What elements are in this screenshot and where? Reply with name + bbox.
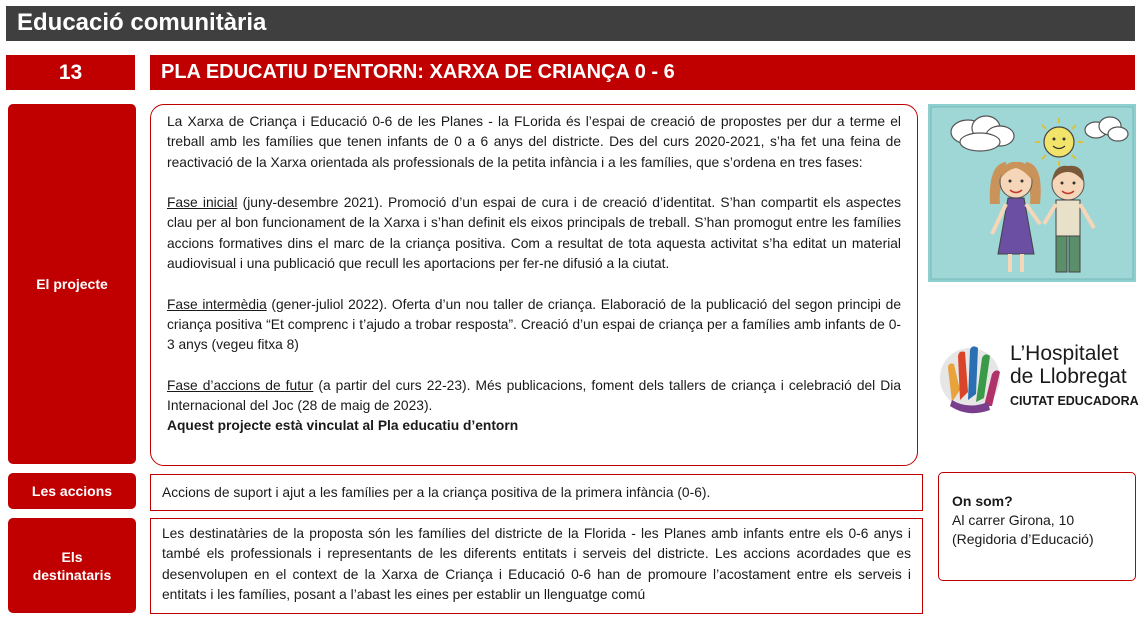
location-title: On som?: [952, 493, 1013, 509]
destinataris-description: [150, 518, 923, 614]
location-box: [938, 472, 1136, 581]
phase-intermediate-title: Fase intermèdia: [167, 296, 267, 312]
project-number: 13: [6, 55, 135, 90]
accions-description: [150, 474, 923, 511]
phase-future-text: (a partir del curs 22-23). Més publicacions, foment dels tallers de criança i celebració del Dia Internacional del Joc (28 de maig de 2023).: [167, 377, 901, 414]
location-office: (Regidoria d’Educació): [952, 531, 1094, 547]
label-els-destinataris: [8, 518, 136, 613]
logo-text-line3: CIUTAT EDUCADORA: [1010, 394, 1139, 408]
logo-text-line2: de Llobregat: [1010, 365, 1127, 388]
phase-intermediate: [167, 295, 901, 356]
phase-future: [167, 376, 901, 417]
phase-intermediate-text: (gener-juliol 2022). Oferta d’un nou taller de criança. Elaboració de la publicació del segon principi de criança positiva “Et comprenc i t’ajudo a trobar resposta”. Creació d’un espai de criança per a famílies amb infants de 0-3 anys (vegeu fitxa 8): [167, 296, 901, 353]
children-illustration: [928, 104, 1136, 282]
accions-text: Accions de suport i ajut a les famílies per a la criança positiva de la primera infància (0-6).: [162, 485, 711, 500]
label-les-accions: [8, 473, 136, 509]
phase-initial-text: (juny-desembre 2021). Promoció d’un espai de cura i de creació d’identitat. S’han compartit els aspectes clau per al bon funcionament de la Xarxa i s’han definit els eixos principals de treball. S’han promogut entre les famílies accions formatives dins el marc de la criança positiva. Com a resultat de tota aquesta activitat s’ha editat un material audiovisual i una publicació que recull les aportacions per fer-ne difusió a la ciutat.: [167, 195, 901, 272]
label-destinataris-line1: Els: [61, 548, 83, 565]
project-link-note: Aquest projecte està vinculat al Pla educatiu d’entorn: [167, 418, 519, 434]
destinataris-text: Les destinatàries de la proposta són les famílies del districte de la Florida - les Planes amb infants entre els 0-6 anys i també els professionals i representants de les diferents entitats i serveis del districte. Les accions acordades que es desenvolupen en el context de la Xarxa de Criança i Educació 0-6 han de promoure l’acostament entre els serveis i entitats i les famílies, posant a l’abast les eines per establir un llenguatge comú: [162, 526, 911, 602]
header-title: Educació comunitària: [17, 9, 267, 36]
phase-future-title: Fase d’accions de futur: [167, 377, 314, 393]
project-title-bar: [150, 55, 1135, 90]
location-address: Al carrer Girona, 10: [952, 512, 1075, 528]
project-intro: La Xarxa de Criança i Educació 0-6 de les Planes - la FLorida és l’espai de creació de propostes per dur a terme el treball amb les famílies que tenen infants de 0 a 6 anys del districte. Des del curs 2020-2021, s’ha fet una feina de reactivació de la Xarxa orientada als professionals de la petita infància i a les famílies, que s’ordena en tres fases:: [167, 114, 901, 170]
label-el-projecte-text: El projecte: [36, 276, 108, 292]
label-destinataris-line2: destinataris: [32, 566, 112, 583]
project-title: PLA EDUCATIU D’ENTORN: XARXA DE CRIANÇA 0 - 6: [161, 61, 675, 83]
logo-text-line1: L’Hospitalet: [1010, 342, 1119, 365]
project-description: [150, 104, 918, 466]
phase-initial: [167, 193, 901, 274]
header-bar: [6, 6, 1135, 41]
label-el-projecte: [8, 104, 136, 464]
phase-initial-title: Fase inicial: [167, 195, 238, 211]
label-les-accions-text: Les accions: [31, 483, 113, 499]
